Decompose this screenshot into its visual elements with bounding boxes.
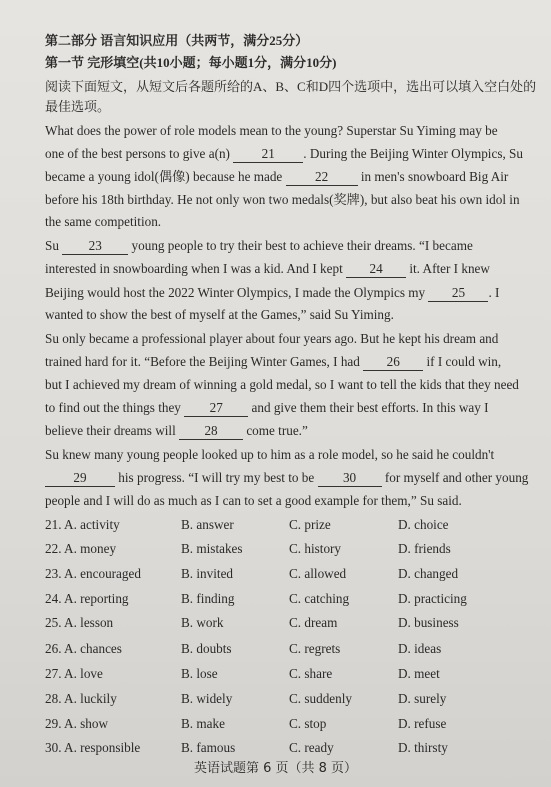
passage-line: people and I will do as much as I can to set a good example for them,” Su said.	[45, 493, 462, 508]
passage-line: Su only became a professional player about four years ago. But he kept his dream and	[45, 331, 499, 346]
options-row-25	[0, 613, 551, 633]
option-d: D. refuse	[398, 716, 447, 731]
option-c: C. catching	[289, 591, 350, 606]
option-c: C. regrets	[289, 641, 341, 656]
option-d: D. friends	[398, 541, 451, 556]
passage-line: one of the best persons to give a(n) 21 . During the Beijing Winter Olympics, Su	[45, 146, 523, 161]
passage-line: before his 18th birthday. He not only won two medals(奖牌), but also beat his own idol in	[45, 192, 520, 207]
option-c: C. dream	[289, 615, 338, 630]
passage-line: the same competition.	[45, 214, 162, 229]
option-b: B. famous	[181, 740, 236, 755]
subsection-title: 第一节 完形填空(共10小题；每小题1分，满分10分)	[45, 55, 337, 70]
blank-23: 23	[62, 238, 128, 255]
passage-line: became a young idol(偶像) because he made 22 in men's snowboard Big Air	[45, 169, 509, 184]
option-d: D. surely	[398, 691, 447, 706]
option-a: 30. A. responsible	[45, 740, 141, 755]
instruction-line-2: 最佳选项。	[45, 99, 111, 114]
option-b: B. invited	[181, 566, 234, 581]
option-b: B. work	[181, 615, 224, 630]
passage-line: Beijing would host the 2022 Winter Olympics, I made the Olympics my 25 . I	[45, 285, 500, 300]
option-a: 21. A. activity	[45, 517, 120, 532]
passage-line: 29 his progress. “I will try my best to be 30 for myself and other young	[45, 468, 551, 488]
blank-22: 22	[286, 169, 358, 186]
options-row-22	[0, 539, 551, 559]
option-d: D. changed	[398, 566, 459, 581]
passage-line: but I achieved my dream of winning a gold medal, so I want to tell the kids that they need	[45, 377, 519, 392]
blank-25: 25	[428, 285, 488, 302]
option-b: B. mistakes	[181, 541, 243, 556]
options-row-29	[0, 714, 551, 734]
blank-24: 24	[346, 261, 406, 278]
page-footer: 英语试题第 6 页（共 8 页）	[193, 761, 358, 776]
blank-26: 26	[363, 354, 423, 371]
option-d: D. practicing	[398, 591, 467, 606]
options-row-24	[0, 589, 551, 609]
option-a: 29. A. show	[45, 716, 109, 731]
option-c: C. ready	[289, 740, 334, 755]
section-title: 第二部分 语言知识应用（共两节，满分25分）	[45, 33, 309, 48]
option-b: B. make	[181, 716, 225, 731]
option-b: B. doubts	[181, 641, 232, 656]
option-b: B. lose	[181, 666, 218, 681]
option-a: 22. A. money	[45, 541, 117, 556]
option-c: C. share	[289, 666, 333, 681]
passage-line: trained hard for it. “Before the Beijing Winter Games, I had 26 if I could win,	[45, 354, 502, 369]
passage-line: to find out the things they 27 and give them their best efforts. In this way I	[45, 400, 489, 415]
passage-line: Su knew many young people looked up to him as a role model, so he said he couldn't	[45, 447, 495, 462]
options-row-21	[0, 515, 551, 535]
option-c: C. history	[289, 541, 342, 556]
option-b: B. finding	[181, 591, 235, 606]
options-row-30	[0, 738, 551, 758]
option-d: D. meet	[398, 666, 440, 681]
option-c: C. stop	[289, 716, 327, 731]
option-a: 26. A. chances	[45, 641, 122, 656]
option-d: D. thirsty	[398, 740, 448, 755]
passage-line: What does the power of role models mean to the young? Superstar Su Yiming may be	[45, 123, 498, 138]
option-a: 25. A. lesson	[45, 615, 114, 630]
instruction-line-1: 阅读下面短文，从短文后各题所给的A、B、C和D四个选项中，选出可以填入空白处的	[45, 79, 537, 94]
passage-line: wanted to show the best of myself at the Games,” said Su Yiming.	[45, 307, 394, 322]
option-a: 24. A. reporting	[45, 591, 129, 606]
passage-line: interested in snowboarding when I was a kid. And I kept 24 it. After I knew	[45, 261, 490, 276]
option-c: C. allowed	[289, 566, 347, 581]
blank-29: 29	[45, 470, 115, 487]
option-a: 27. A. love	[45, 666, 103, 681]
options-row-27	[0, 664, 551, 684]
passage-line: believe their dreams will 28 come true.”	[45, 423, 308, 438]
blank-30: 30	[318, 470, 382, 487]
options-row-26	[0, 639, 551, 659]
option-c: C. suddenly	[289, 691, 353, 706]
option-b: B. answer	[181, 517, 234, 532]
options-row-28	[0, 689, 551, 709]
blank-27: 27	[184, 400, 248, 417]
option-d: D. business	[398, 615, 459, 630]
option-d: D. ideas	[398, 641, 442, 656]
option-a: 28. A. luckily	[45, 691, 117, 706]
option-a: 23. A. encouraged	[45, 566, 141, 581]
option-b: B. widely	[181, 691, 233, 706]
passage-line: Su 23 young people to try their best to achieve their dreams. “I became	[45, 238, 473, 253]
option-d: D. choice	[398, 517, 449, 532]
blank-21: 21	[233, 146, 303, 163]
blank-28: 28	[179, 423, 243, 440]
options-row-23	[0, 564, 551, 584]
option-c: C. prize	[289, 517, 331, 532]
